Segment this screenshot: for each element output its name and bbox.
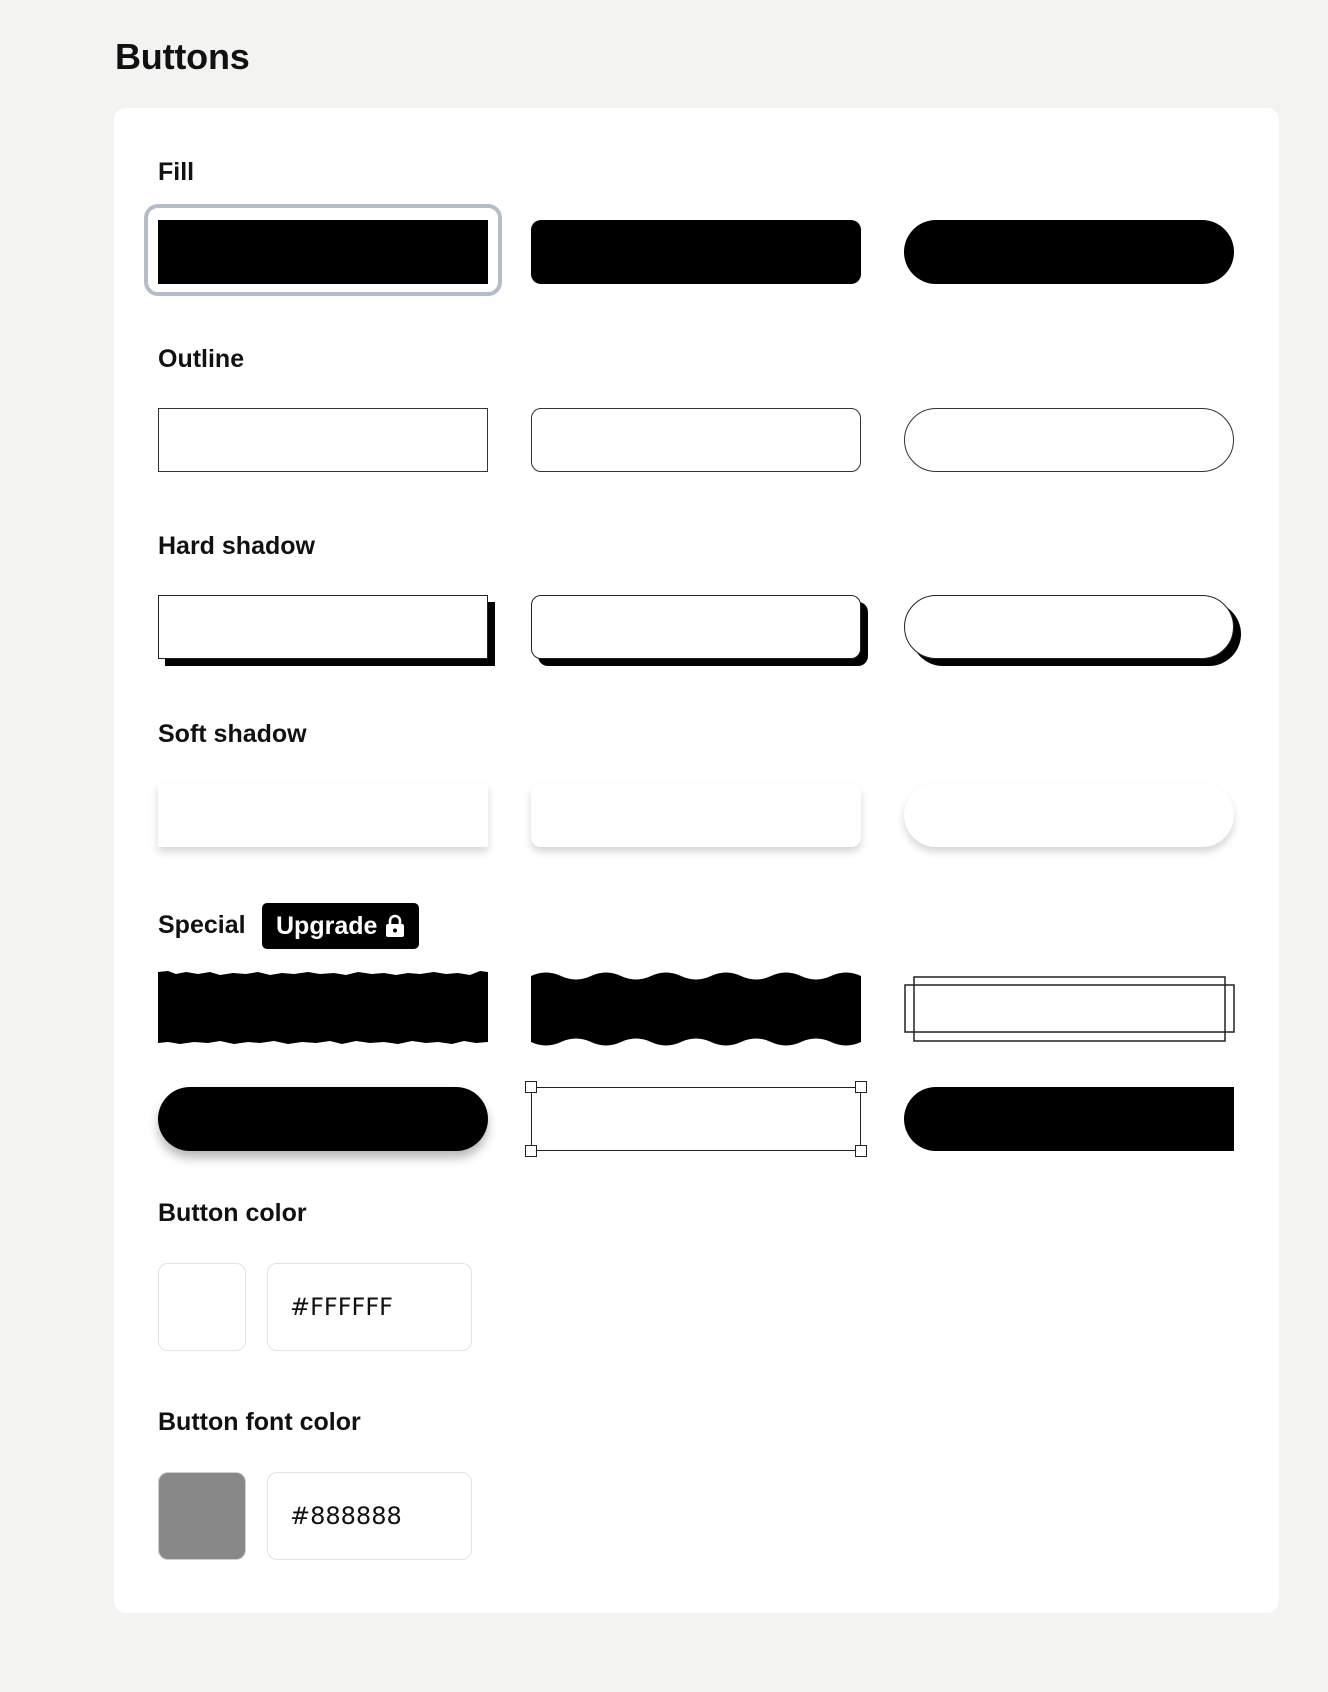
button-color-label: Button color	[158, 1199, 307, 1227]
double-outline-option[interactable]	[904, 976, 1236, 1042]
hard-shadow-pill-option[interactable]	[904, 595, 1234, 659]
special-section-label: Special	[158, 911, 246, 939]
upgrade-label: Upgrade	[276, 911, 378, 940]
button-color-hex-input[interactable]: #FFFFFF	[267, 1263, 472, 1351]
soft-shadow-square-option[interactable]	[158, 783, 488, 847]
button-color-swatch[interactable]	[158, 1263, 246, 1351]
button-font-color-hex-input[interactable]: #888888	[267, 1472, 472, 1560]
button-font-color-swatch[interactable]	[158, 1472, 246, 1560]
buttons-settings-card	[114, 108, 1279, 1613]
soft-shadow-pill-option[interactable]	[904, 783, 1234, 847]
page-title: Buttons	[115, 36, 250, 77]
outline-section-label: Outline	[158, 345, 245, 373]
hard-shadow-rounded-option[interactable]	[531, 595, 861, 659]
corner-handle	[855, 1081, 867, 1093]
soft-shadow-section-label: Soft shadow	[158, 720, 307, 748]
pill-soft-shadow-option[interactable]	[158, 1087, 488, 1151]
fill-section-label: Fill	[158, 158, 195, 186]
wavy-edge-option[interactable]	[531, 970, 861, 1048]
corner-handle	[525, 1145, 537, 1157]
button-font-color-label: Button font color	[158, 1408, 361, 1436]
corner-handle	[525, 1081, 537, 1093]
fill-square-option[interactable]	[158, 220, 488, 284]
half-pill-option[interactable]	[904, 1087, 1234, 1151]
hard-shadow-square-option[interactable]	[158, 595, 488, 659]
corner-handle	[855, 1145, 867, 1157]
outline-rounded-option[interactable]	[531, 408, 861, 472]
fill-rounded-option[interactable]	[531, 220, 861, 284]
soft-shadow-rounded-option[interactable]	[531, 783, 861, 847]
hard-shadow-section-label: Hard shadow	[158, 532, 315, 560]
outline-pill-option[interactable]	[904, 408, 1234, 472]
lock-icon	[385, 914, 405, 938]
outline-square-option[interactable]	[158, 408, 488, 472]
upgrade-badge[interactable]	[262, 903, 419, 949]
torn-edge-option[interactable]	[158, 970, 488, 1048]
fill-pill-option[interactable]	[904, 220, 1234, 284]
selection-handles-option[interactable]	[531, 1087, 861, 1151]
